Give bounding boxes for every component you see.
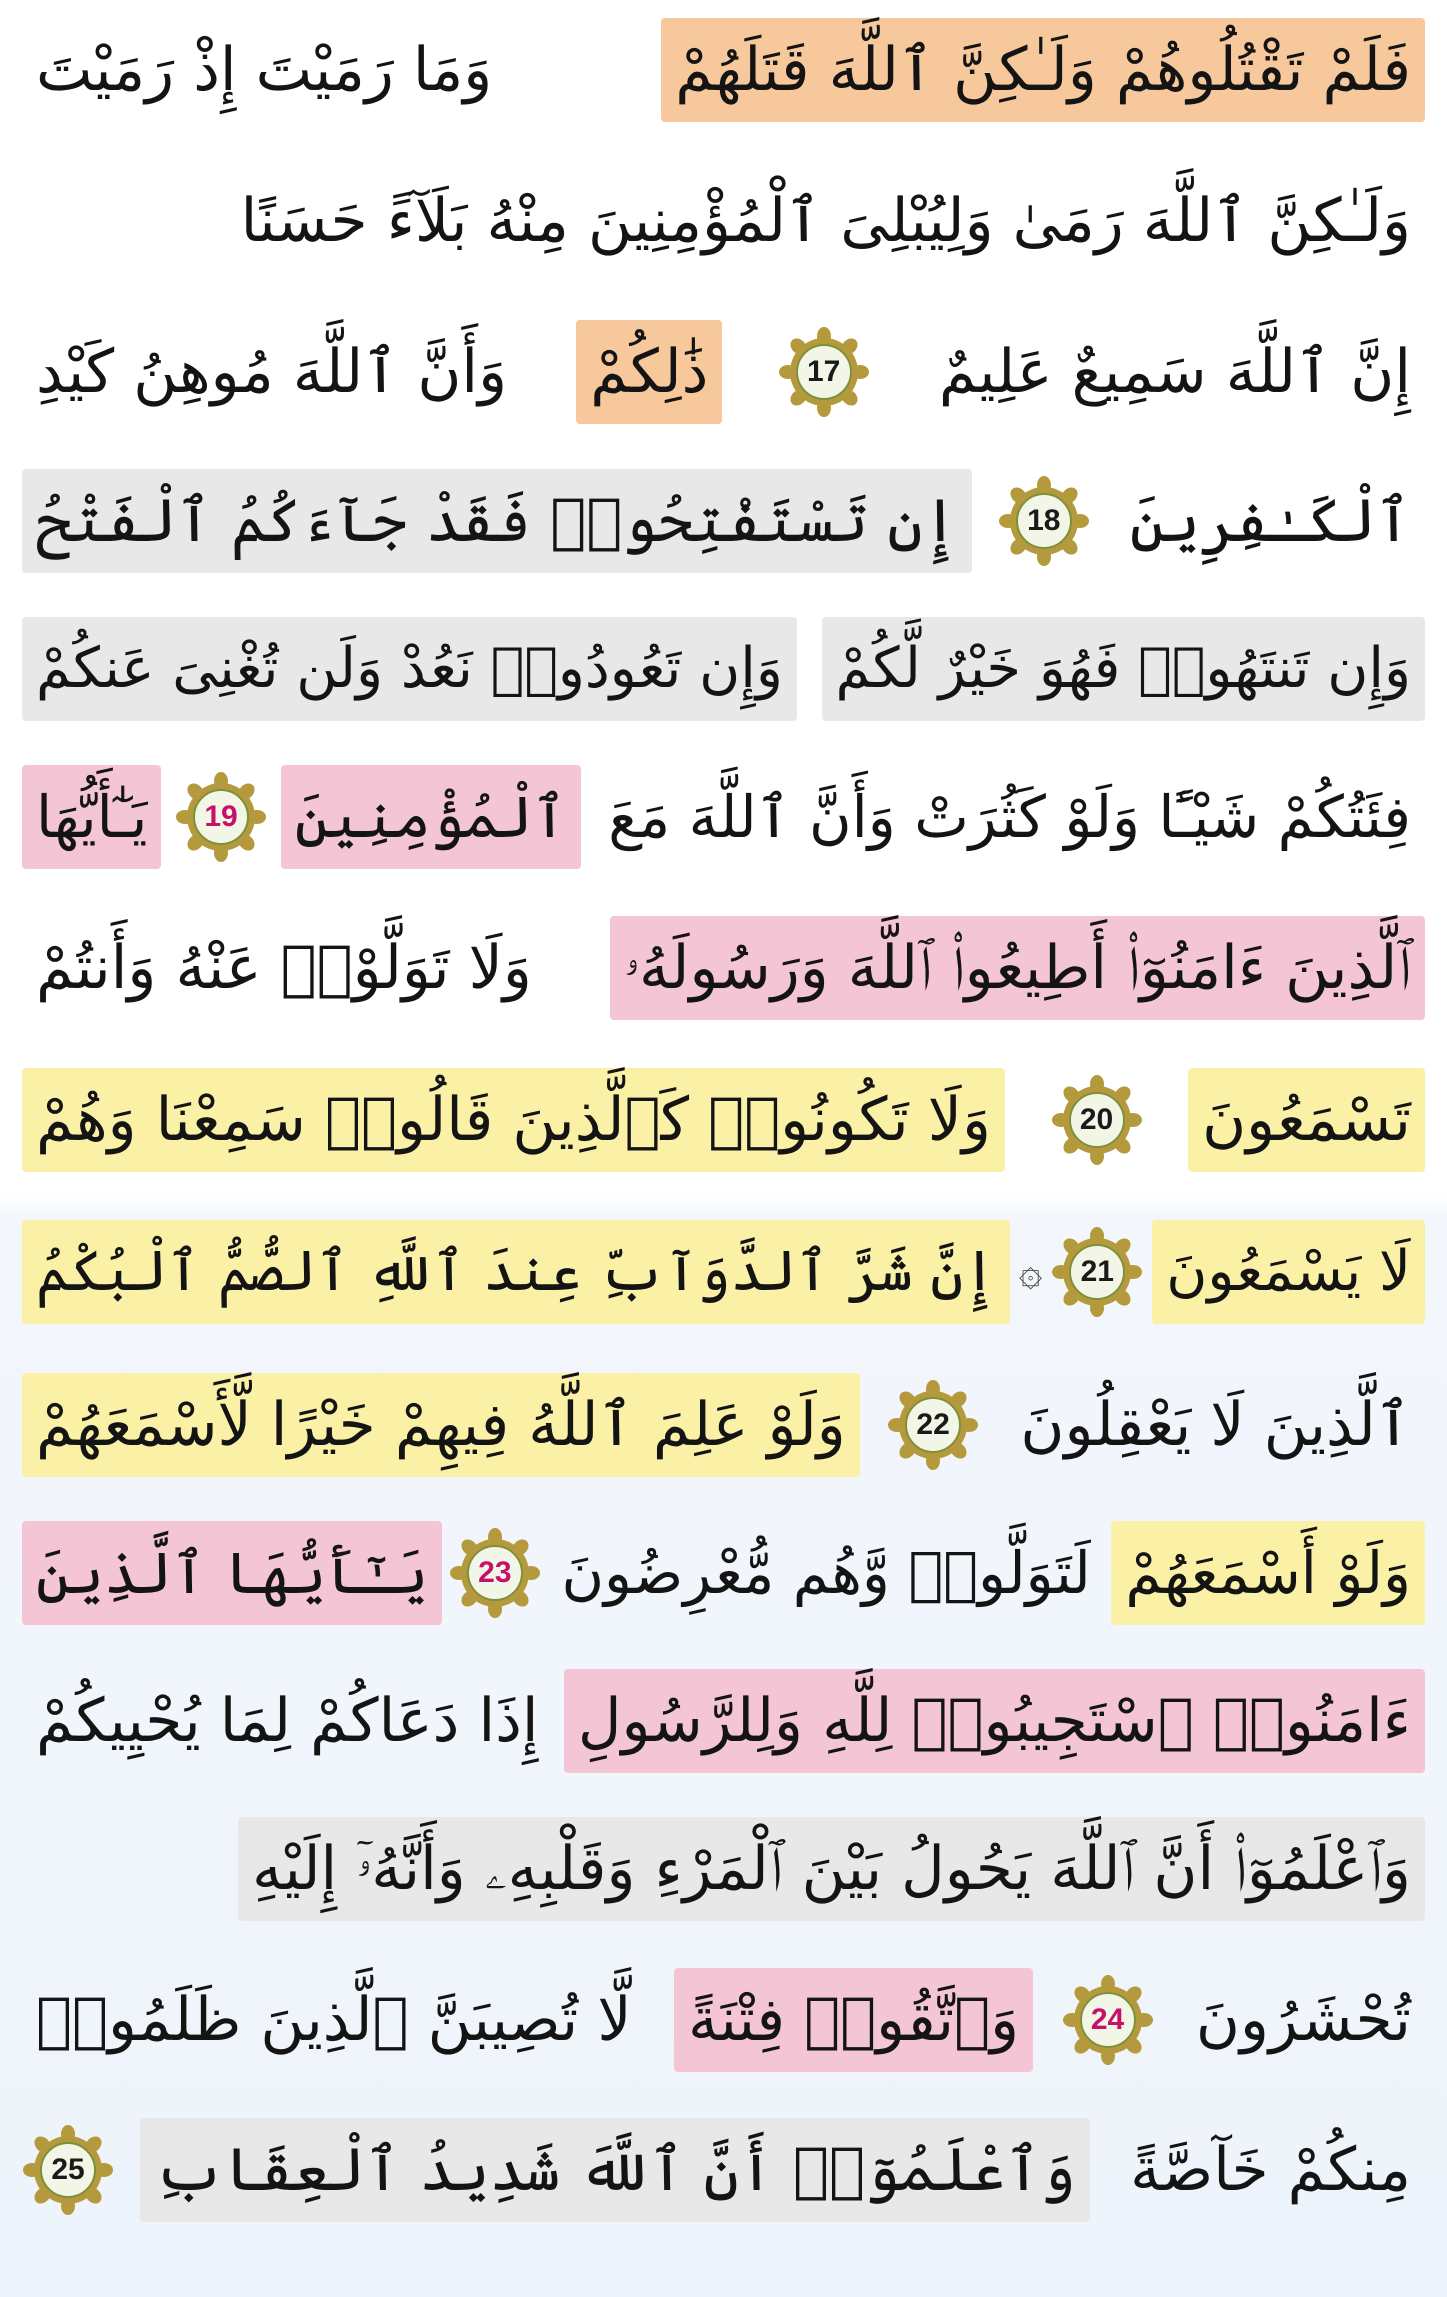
text-segment-pink	[22, 1521, 442, 1625]
quran-text: لَا يَسْمَعُونَ	[1166, 1239, 1411, 1304]
text-line	[22, 1661, 1425, 1781]
rub-el-hizb-icon: ۞	[1018, 1249, 1043, 1295]
text-line	[22, 1365, 1425, 1485]
quran-text: تَسْمَعُونَ	[1202, 1085, 1411, 1155]
text-line	[22, 2110, 1425, 2230]
quran-text: وَأَنَّ ٱللَّهَ مُوهِنُ كَيْدِ	[36, 337, 508, 407]
quran-text: وَلَوْ عَلِمَ ٱللَّهُ فِيهِمْ خَيْرًا لَّأَسْمَعَهُمْ	[36, 1390, 846, 1460]
text-line	[22, 1809, 1425, 1929]
text-line	[22, 461, 1425, 581]
quran-text: إِنَّ شَرَّ ٱلدَّوَآبِّ عِندَ ٱللَّهِ ٱلصُّمُّ ٱلْبُكْمُ	[36, 1239, 996, 1304]
text-line	[22, 10, 1425, 130]
quran-text: ذَٰلِكُمْ	[590, 337, 709, 407]
quran-text: وَمَا رَمَيْتَ إِذْ رَمَيْتَ	[36, 35, 493, 105]
quran-text: يَـٰٓأَيُّهَا ٱلَّذِينَ	[36, 1539, 429, 1607]
text-segment-gray	[822, 617, 1425, 721]
quran-text: وَلَـٰكِنَّ ٱللَّهَ رَمَىٰ وَلِيُبْلِىَ ٱلْمُؤْمِنِينَ مِنْهُ بَلَآءً حَسَنًا	[240, 186, 1411, 256]
verse-number: 23	[478, 1556, 512, 1589]
verse-number: 20	[1079, 1103, 1114, 1136]
verse-number: 18	[1027, 504, 1061, 537]
verse-number: 22	[916, 1408, 950, 1441]
quran-text: وَٱعْلَمُوٓا۟ أَنَّ ٱللَّهَ شَدِيدُ ٱلْعِقَابِ	[154, 2135, 1076, 2205]
text-segment-pink	[610, 916, 1425, 1020]
text-segment-pink	[674, 1968, 1033, 2072]
quran-text: وَلَوْ أَسْمَعَهُمْ	[1125, 1539, 1411, 1607]
text-segment-plain	[22, 18, 506, 122]
quran-text: ءَامَنُوا۟ ٱسْتَجِيبُوا۟ لِلَّهِ وَلِلرَّسُولِ	[577, 1686, 1411, 1756]
quran-text: ٱلْكَـٰفِرِينَ	[1129, 486, 1411, 556]
text-segment-plain	[1116, 469, 1425, 573]
quran-text: وَإِن تَعُودُوا۟ نَعُدْ وَلَن تُغْنِىَ عَنكُمْ	[36, 636, 783, 701]
text-segment-plain	[22, 1968, 646, 2072]
text-segment-pink	[22, 765, 161, 869]
verse-number-marker	[887, 1379, 979, 1471]
quran-text: ٱلَّذِينَ ءَامَنُوٓا۟ أَطِيعُوا۟ ٱللَّهَ وَرَسُولَهُۥ	[624, 933, 1411, 1003]
verse-number: 19	[204, 800, 238, 833]
quran-text: إِنَّ ٱللَّهَ سَمِيعٌ عَلِيمٌ	[938, 337, 1411, 407]
verse-number-marker	[449, 1527, 541, 1619]
verse-number-marker	[998, 475, 1090, 567]
text-segment-pink	[564, 1669, 1425, 1773]
text-segment-yellow	[22, 1068, 1005, 1172]
text-segment-plain	[1182, 1968, 1425, 2072]
quran-text: لَّا تُصِيبَنَّ ٱلَّذِينَ ظَلَمُوا۟	[36, 1985, 632, 2055]
quran-text: فِئَتُكُمْ شَيْـًٔا وَلَوْ كَثُرَتْ وَأَنَّ ٱللَّهَ مَعَ	[608, 783, 1411, 851]
text-segment-plain	[22, 1669, 553, 1773]
text-segment-yellow	[22, 1373, 860, 1477]
verse-number: 24	[1090, 2003, 1125, 2036]
text-segment-gray	[140, 2118, 1090, 2222]
text-line	[22, 1212, 1425, 1332]
verse-number-marker	[1062, 1974, 1154, 2066]
text-line	[22, 908, 1425, 1028]
text-segment-orange	[661, 18, 1425, 122]
quran-text: يَـٰٓأَيُّهَا	[36, 783, 148, 851]
verse-number-marker	[22, 2124, 114, 2216]
text-segment-gray	[238, 1817, 1425, 1921]
text-line	[22, 161, 1425, 281]
quran-text: وَلَا تَكُونُوا۟ كَٱلَّذِينَ قَالُوا۟ سَمِعْنَا وَهُمْ	[36, 1085, 991, 1155]
text-segment-pink	[281, 765, 581, 869]
text-segment-plain	[925, 320, 1425, 424]
quran-text: إِذَا دَعَاكُمْ لِمَا يُحْيِيكُمْ	[36, 1686, 539, 1756]
text-segment-orange	[576, 320, 722, 424]
text-line	[22, 312, 1425, 432]
quran-text: تُحْشَرُونَ	[1195, 1985, 1411, 2055]
text-segment-plain	[22, 320, 521, 424]
quran-text: ٱلْمُؤْمِنِينَ	[294, 783, 567, 851]
text-line	[22, 757, 1425, 877]
text-segment-yellow	[1111, 1521, 1425, 1625]
text-segment-plain	[227, 169, 1425, 273]
verse-number-marker	[1051, 1074, 1143, 1166]
text-segment-yellow	[22, 1220, 1010, 1324]
text-segment-gray	[22, 617, 797, 721]
text-segment-plain	[1116, 2118, 1425, 2222]
text-segment-plain	[594, 765, 1425, 869]
text-segment-plain	[1006, 1373, 1425, 1477]
text-segment-plain	[547, 1521, 1104, 1625]
text-segment-yellow	[1188, 1068, 1425, 1172]
text-line	[22, 1513, 1425, 1633]
quran-text: مِنكُمْ خَآصَّةً	[1130, 2135, 1411, 2205]
text-segment-yellow	[1152, 1220, 1425, 1324]
text-line	[22, 609, 1425, 729]
verse-number-marker	[175, 771, 267, 863]
verse-number-marker	[1051, 1226, 1143, 1318]
quran-text: لَتَوَلَّوا۟ وَّهُم مُّعْرِضُونَ	[561, 1539, 1091, 1607]
text-segment-plain	[22, 916, 546, 1020]
quran-text: فَلَمْ تَقْتُلُوهُمْ وَلَـٰكِنَّ ٱللَّهَ قَتَلَهُمْ	[675, 35, 1411, 105]
text-line	[22, 1960, 1425, 2080]
text-segment-gray	[22, 469, 972, 573]
verse-number: 17	[806, 355, 841, 388]
text-line	[22, 1060, 1425, 1180]
verse-number-marker	[778, 326, 870, 418]
quran-text: وَلَا تَوَلَّوْا۟ عَنْهُ وَأَنتُمْ	[36, 933, 532, 1003]
quran-text: وَإِن تَنتَهُوا۟ فَهُوَ خَيْرٌ لَّكُمْ	[835, 636, 1411, 701]
quran-text: إِن تَسْتَفْتِحُوا۟ فَقَدْ جَآءَكُمُ ٱلْفَتْحُ	[36, 486, 958, 556]
quran-text: ٱلَّذِينَ لَا يَعْقِلُونَ	[1020, 1390, 1411, 1460]
verse-number: 21	[1080, 1255, 1114, 1288]
quran-text: وَٱتَّقُوا۟ فِتْنَةً	[687, 1985, 1020, 2055]
verse-number: 25	[51, 2153, 85, 2186]
quran-text: وَٱعْلَمُوٓا۟ أَنَّ ٱللَّهَ يَحُولُ بَيْنَ ٱلْمَرْءِ وَقَلْبِهِۦ وَأَنَّهُۥٓ إِلَيْهِ	[251, 1834, 1411, 1904]
